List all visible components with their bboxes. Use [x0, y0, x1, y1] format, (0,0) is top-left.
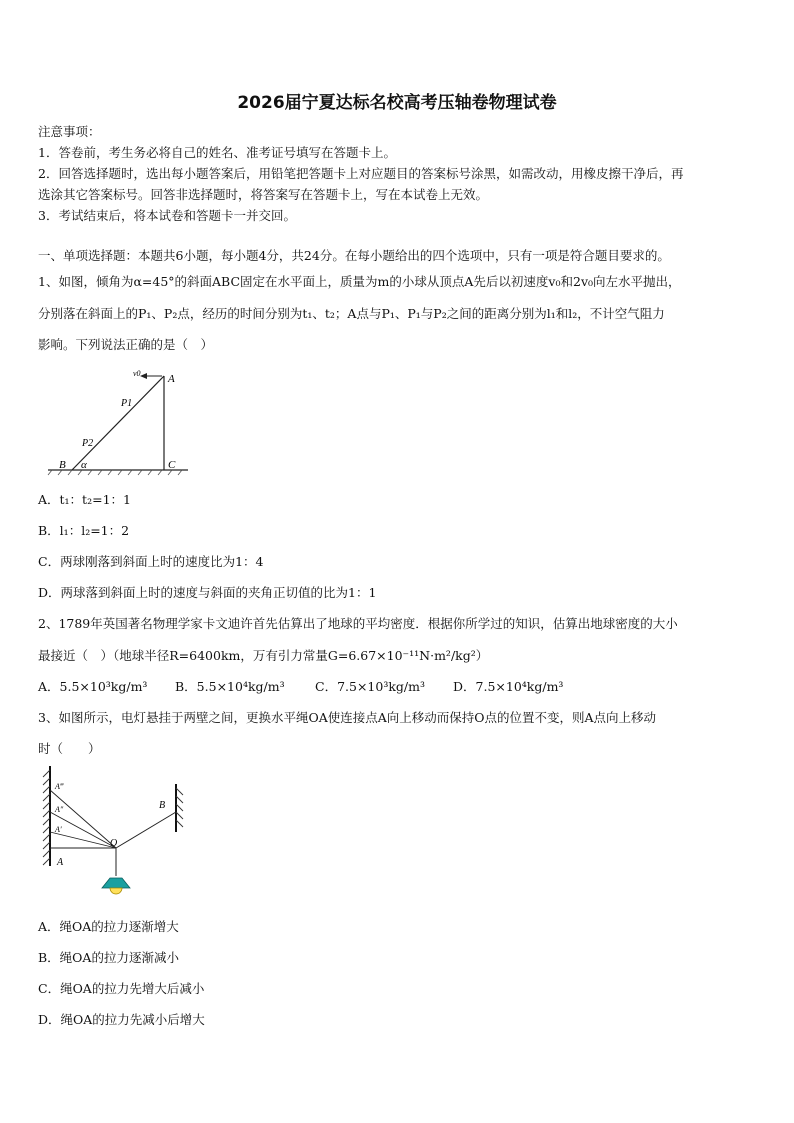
- section-heading: 一、单项选择题：本题共6小题，每小题4分，共24分。在每小题给出的四个选项中，只有一项是符合题目要求的。: [38, 248, 670, 263]
- q2-stem-line: 最接近（ ）（地球半径R=6400km，万有引力常量G=6.67×10⁻¹¹N·m²/kg²）: [38, 648, 489, 663]
- lamp-bulb: [110, 888, 122, 894]
- label-A-triple-prime: A‴: [55, 782, 64, 791]
- notice-item: 选涂其它答案标号。回答非选择题时，将答案写在答题卡上，写在本试卷上无效。: [38, 187, 489, 202]
- q3-option: D．绳OA的拉力先减小后增大: [38, 1012, 205, 1027]
- q1-stem-line: 影响。下列说法正确的是（ ）: [38, 337, 214, 352]
- q3-option: A．绳OA的拉力逐渐增大: [38, 919, 179, 934]
- notice-item: 2．回答选择题时，选出每小题答案后，用铅笔把答题卡上对应题目的答案标号涂黑，如需改动，用橡皮擦干净后，再: [38, 166, 684, 181]
- q2-option: B．5.5×10⁴kg/m³: [175, 679, 285, 694]
- notice-item: 3．考试结束后，将本试卷和答题卡一并交回。: [38, 208, 296, 223]
- label-B: B: [59, 459, 66, 471]
- label-alpha: α: [81, 459, 87, 471]
- label-P1: P1: [121, 398, 133, 409]
- q3-stem-line: 3、如图所示，电灯悬挂于两壁之间，更换水平绳OA使连接点A向上移动而保持O点的位置不变，则A点向上移动: [38, 710, 657, 725]
- q2-option: C．7.5×10³kg/m³: [315, 679, 425, 694]
- q3-option: B．绳OA的拉力逐渐减小: [38, 950, 179, 965]
- label-A: A: [57, 857, 64, 868]
- label-A: A: [168, 373, 175, 385]
- q1-option: C．两球刚落到斜面上时的速度比为1：4: [38, 554, 264, 569]
- label-v0: v0: [133, 369, 141, 378]
- q1-stem-line: 分别落在斜面上的P₁、P₂点，经历的时间分别为t₁、t₂；A点与P₁、P₁与P₂之间的距离分别为l₁和l₂，不计空气阻力: [38, 306, 665, 321]
- incline-line: [72, 376, 164, 470]
- label-C: C: [168, 459, 176, 471]
- notice-item: 1．答卷前，考生务必将自己的姓名、准考证号填写在答题卡上。: [38, 145, 396, 160]
- q1-option: D．两球落到斜面上时的速度与斜面的夹角正切值的比为1：1: [38, 585, 377, 600]
- q3-stem-line: 时（ ）: [38, 741, 101, 756]
- lamp-shade: [102, 878, 130, 888]
- label-O: O: [110, 838, 118, 849]
- q3-option: C．绳OA的拉力先增大后减小: [38, 981, 205, 996]
- q2-option: A．5.5×10³kg/m³: [38, 679, 148, 694]
- q1-incline-diagram: [38, 362, 198, 478]
- q2-option: D．7.5×10⁴kg/m³: [453, 679, 564, 694]
- q1-option: B．l₁：l₂=1：2: [38, 523, 130, 538]
- q2-stem-line: 2、1789年英国著名物理学家卡文迪许首先估算出了地球的平均密度．根据你所学过的知识，估算出地球密度的大小: [38, 616, 678, 631]
- page-title: 2026届宁夏达标名校高考压轴卷物理试卷: [237, 93, 557, 113]
- label-A-prime: A′: [55, 825, 62, 834]
- q1-option: A．t₁：t₂=1：1: [38, 492, 131, 507]
- label-P2: P2: [82, 438, 94, 449]
- notice-heading: 注意事项：: [38, 124, 101, 139]
- label-B: B: [159, 800, 166, 811]
- q1-stem-line: 1、如图，倾角为α=45°的斜面ABC固定在水平面上，质量为m的小球从顶点A先后以初速度v₀和2v₀向左水平抛出，: [38, 274, 681, 289]
- q3-lamp-diagram: [38, 762, 203, 904]
- label-A-double-prime: A″: [55, 805, 64, 814]
